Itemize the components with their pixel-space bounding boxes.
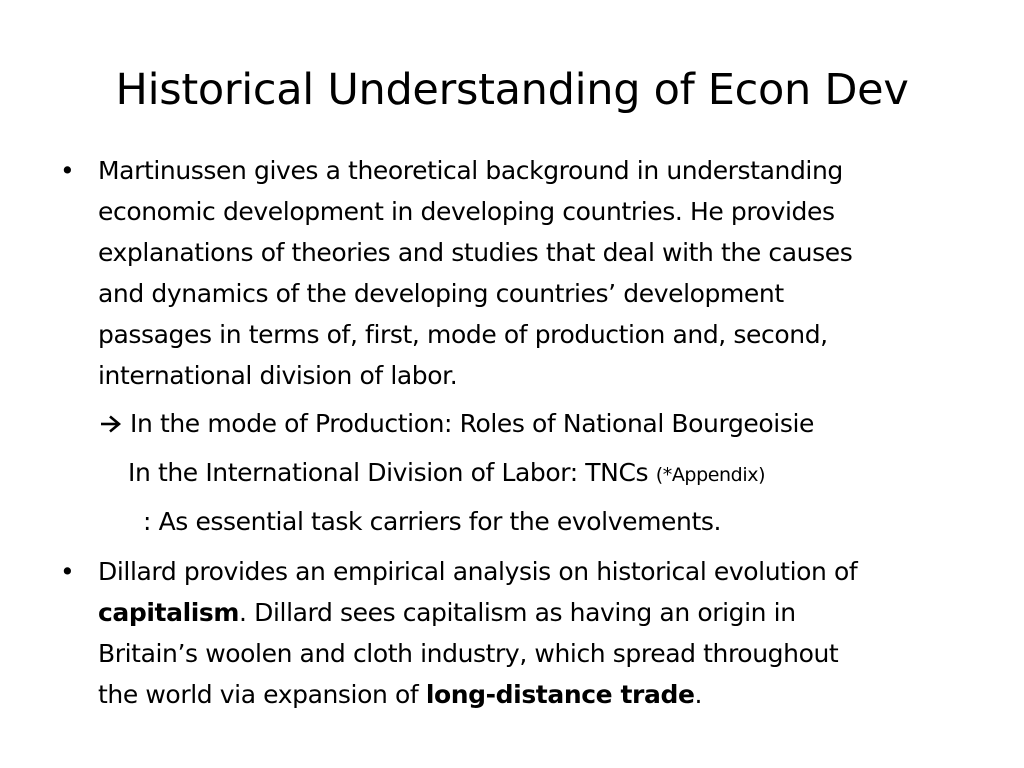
paragraph-line bbox=[98, 597, 796, 629]
paragraph-line: and dynamics of the developing countries’ development bbox=[98, 279, 784, 308]
sub-point-production-text: In the mode of Production: Roles of National Bourgeoisie bbox=[130, 409, 814, 438]
slide-title: Historical Understanding of Econ Dev bbox=[115, 65, 909, 115]
paragraph-line: Martinussen gives a theoretical background in understanding bbox=[98, 156, 843, 185]
paragraph-line: Dillard provides an empirical analysis on historical evolution of bbox=[98, 557, 858, 586]
sub-point-task-carriers: : As essential task carriers for the evolvements. bbox=[143, 507, 722, 536]
paragraph-text: . Dillard sees capitalism as having an origin in bbox=[239, 598, 796, 627]
paragraph-line bbox=[98, 679, 702, 711]
paragraph-text: . bbox=[694, 680, 703, 709]
paragraph-line: explanations of theories and studies that deal with the causes bbox=[98, 238, 853, 267]
sub-point-division bbox=[128, 457, 765, 491]
bold-term-capitalism: capitalism bbox=[98, 598, 240, 627]
bullet-marker: • bbox=[60, 156, 75, 185]
paragraph-line: international division of labor. bbox=[98, 361, 458, 390]
paragraph-text: the world via expansion of bbox=[98, 680, 426, 709]
appendix-note: (*Appendix) bbox=[655, 464, 766, 486]
paragraph-line: Britain’s woolen and cloth industry, which spread throughout bbox=[98, 639, 839, 668]
bullet-marker: • bbox=[60, 557, 75, 586]
sub-point-division-text: In the International Division of Labor: TNCs bbox=[128, 458, 649, 487]
paragraph-line: passages in terms of, first, mode of production and, second, bbox=[98, 320, 828, 349]
right-arrow-icon bbox=[100, 414, 122, 434]
bold-term-long-distance-trade: long-distance trade bbox=[425, 680, 695, 709]
paragraph-line: economic development in developing countries. He provides bbox=[98, 197, 835, 226]
sub-point-production bbox=[100, 408, 814, 440]
